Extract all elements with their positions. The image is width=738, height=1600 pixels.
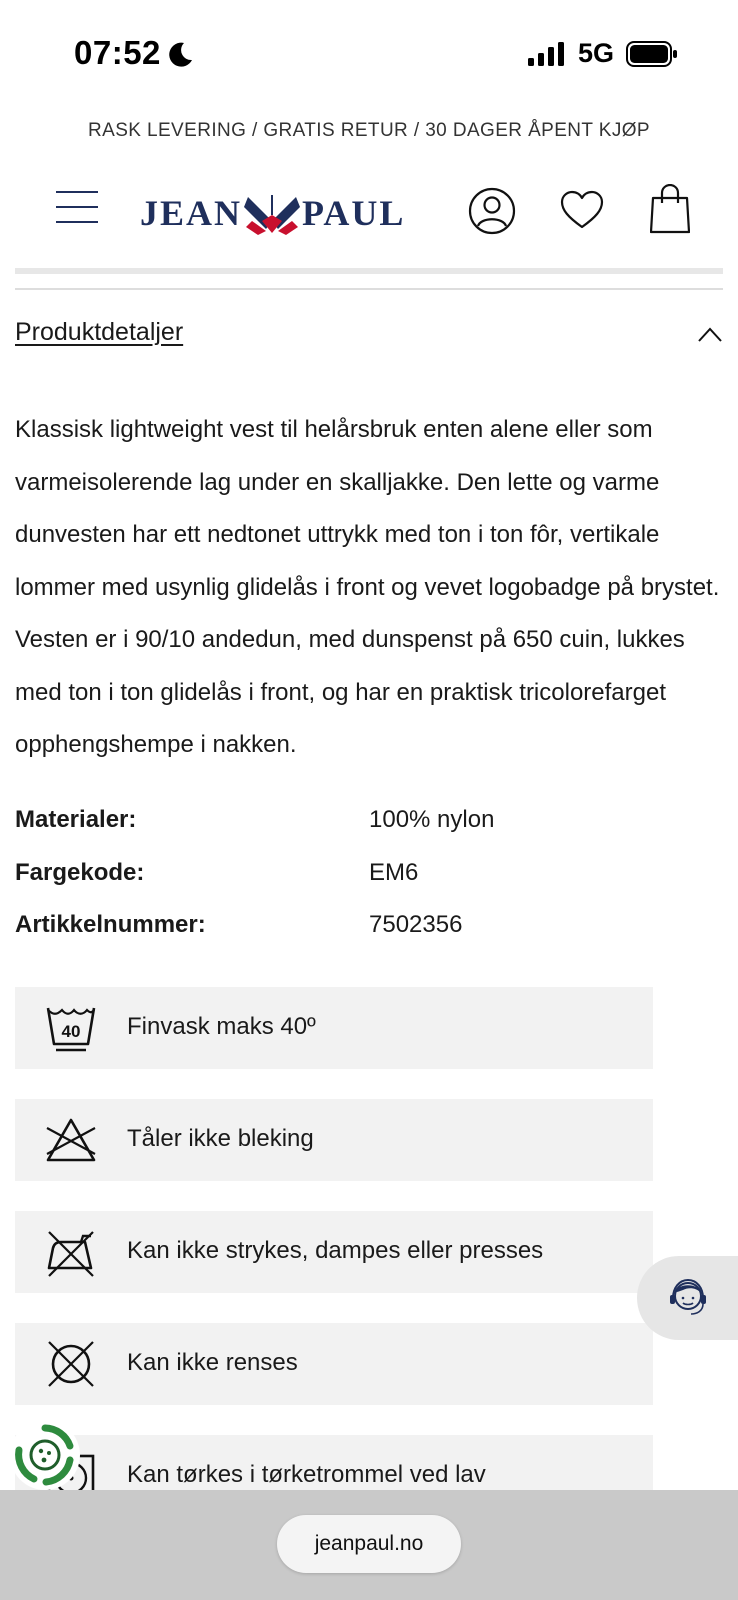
care-item-wash	[15, 987, 653, 1069]
chevron-up-icon[interactable]	[697, 326, 723, 344]
shopping-bag-icon[interactable]	[650, 184, 690, 234]
spec-value: EM6	[369, 858, 419, 886]
no-dry-clean-icon	[45, 1338, 97, 1390]
spec-value: 7502356	[369, 911, 463, 938]
product-details-accordion[interactable]	[15, 318, 723, 362]
account-icon[interactable]	[468, 187, 516, 235]
signal-icon	[528, 42, 566, 66]
wash-temp: 40	[61, 1022, 81, 1041]
header-divider	[15, 268, 723, 274]
browser-bottom-bar	[0, 1490, 738, 1600]
product-details-title: Produktdetaljer	[15, 318, 184, 346]
section-divider	[15, 288, 723, 290]
logo-text-right: PAUL	[302, 193, 406, 233]
care-label: Kan ikke renses	[127, 1349, 298, 1376]
eco-badge-icon	[10, 1420, 80, 1490]
status-bar	[0, 0, 738, 100]
site-header	[0, 168, 738, 258]
promo-banner: RASK LEVERING / GRATIS RETUR / 30 DAGER ÅPENT KJØP	[88, 120, 650, 141]
spec-row-materials	[15, 806, 723, 859]
care-item-iron	[15, 1211, 653, 1293]
address-bar[interactable]: jeanpaul.no	[277, 1515, 461, 1573]
care-label: Finvask maks 40º	[127, 1013, 316, 1040]
product-description: Klassisk lightweight vest til helårsbruk enten alene eller som varmeisolerende lag under en skalljakke. Den lette og varme dunvesten har ett nedtonet uttrykk med ton i ton fôr, vertikale lommer med usynlig glidelås i front og vevet logobadge på brystet. Vesten er i 90/10 andedun, med dunspenst på 650 cuin, lukkes med ton i ton glidelås i front, og har en praktisk tricolorefarget opphengshempe i nakken.	[15, 416, 720, 758]
support-agent-icon	[667, 1276, 709, 1320]
spec-value: 100% nylon	[369, 806, 495, 833]
eco-badge[interactable]	[10, 1420, 80, 1490]
customer-support-chat-button[interactable]	[637, 1256, 738, 1340]
network-label: 5G	[578, 38, 615, 68]
care-instructions	[15, 987, 653, 1547]
logo-text-left: JEAN	[140, 193, 243, 233]
battery-icon	[626, 41, 678, 67]
no-iron-icon	[45, 1226, 97, 1278]
spec-row-color-code	[15, 859, 723, 912]
care-label: Kan tørkes i tørketrommel ved lav	[127, 1461, 486, 1488]
spec-label: Artikkelnummer:	[15, 911, 206, 938]
no-bleach-icon	[45, 1114, 97, 1166]
care-label: Kan ikke strykes, dampes eller presses	[127, 1237, 544, 1264]
menu-icon[interactable]	[56, 190, 98, 224]
spec-label: Fargekode:	[15, 858, 145, 886]
wash-40-icon	[45, 1002, 97, 1054]
spec-label: Materialer:	[15, 806, 137, 833]
heart-icon[interactable]	[560, 190, 604, 230]
status-time: 07:52	[74, 34, 161, 71]
moon-icon	[166, 40, 194, 68]
care-label: Tåler ikke bleking	[127, 1125, 314, 1152]
jean-paul-logo[interactable]	[140, 188, 405, 238]
spec-row-article-number	[15, 911, 723, 964]
product-specs	[15, 806, 723, 964]
care-item-bleach	[15, 1099, 653, 1181]
logo-flags-icon	[244, 191, 300, 235]
care-item-dry-clean	[15, 1323, 653, 1405]
